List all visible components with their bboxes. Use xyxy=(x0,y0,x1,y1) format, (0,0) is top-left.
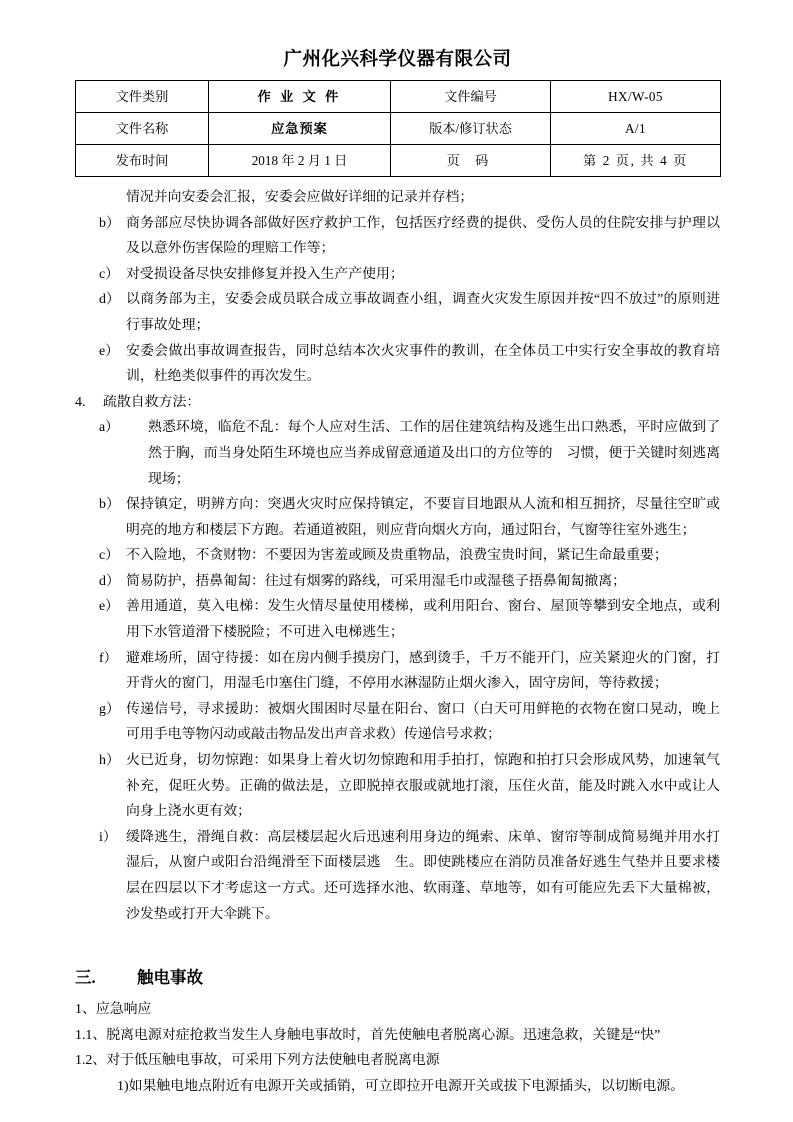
list-item-text: 善用通道，莫入电梯：发生火情尽量使用楼梯，或利用阳台、窗台、屋顶等攀到安全地点，或利用下水管道滑下楼脱险；不可进入电梯逃生； xyxy=(126,599,720,641)
section-number: 三. xyxy=(75,968,96,988)
cell-revision-label: 版本/修订状态 xyxy=(391,112,551,144)
list-item xyxy=(75,287,720,338)
list-marker: a） xyxy=(99,420,120,436)
list-item xyxy=(75,748,720,825)
list-marker: d） xyxy=(99,573,120,589)
list-item-text: 疏散自救方法： xyxy=(103,394,201,410)
document-body xyxy=(75,185,720,1100)
subsection-line: 1)如果触电地点附近有电源开关或插销，可立即拉开电源开关或拔下电源插头，以切断电源。 xyxy=(117,1078,685,1094)
list-item-text: 熟悉环境，临危不乱：每个人应对生活、工作的居住建筑结构及逃生出口熟悉，平时应做到了然于胸，而当身处陌生环境也应当养成留意通道及出口的方位等的 习惯，便于关键时刻逃离现场； xyxy=(148,420,720,487)
list-item xyxy=(75,339,720,390)
list-marker: c） xyxy=(99,266,120,282)
list-item xyxy=(75,543,720,569)
list-item xyxy=(75,594,720,645)
cell-release-date-label: 发布时间 xyxy=(76,144,209,176)
section-spacer xyxy=(75,927,720,965)
subsection-line: 1、应急响应 xyxy=(75,1002,152,1018)
section-heading-electric-shock xyxy=(75,965,720,991)
list-marker: e） xyxy=(99,343,120,359)
cell-page-label: 页 码 xyxy=(391,144,551,176)
list-item-text: 避难场所，固守待援：如在房内侧手摸房门，感到烫手，千万不能开门，应关紧迎火的门窗，打开背火的窗门，用湿毛巾塞住门缝，不停用水淋湿防止烟火渗入，固守房间，等待救援； xyxy=(126,650,720,692)
cell-doc-name-label: 文件名称 xyxy=(76,112,209,144)
list-item-text: 对受损设备尽快安排修复并投入生产产使用； xyxy=(126,266,404,282)
cell-doc-number-value: HX/W-05 xyxy=(551,80,721,112)
list-marker: g） xyxy=(99,701,120,717)
cell-revision-value: A/1 xyxy=(551,112,721,144)
document-header-table xyxy=(75,80,721,177)
section-title: 触电事故 xyxy=(137,968,203,988)
list-marker: d） xyxy=(99,292,120,308)
list-item-text: 传递信号，寻求援助：被烟火围困时尽量在阳台、窗口（白天可用鲜艳的衣物在窗口晃动，晚上可用手电等物闪动或敲击物品发出声音求救）传递信号求救； xyxy=(126,701,720,743)
cell-page-value: 第 2 页, 共 4 页 xyxy=(551,144,721,176)
subsection-line: 1.2、对于低压触电事故，可采用下列方法使触电者脱离电源 xyxy=(75,1053,440,1069)
list-item-text: 商务部应尽快协调各部做好医疗救护工作，包括医疗经费的提供、受伤人员的住院安排与护理以及以意外伤害保险的理赔工作等； xyxy=(126,215,720,257)
cell-release-date-value: 2018 年 2 月 1 日 xyxy=(209,144,391,176)
list-item xyxy=(75,697,720,748)
list-item-numbered xyxy=(75,390,720,416)
list-item xyxy=(75,415,720,492)
list-item-text: 火已近身，切勿惊跑：如果身上着火切勿惊跑和用手拍打，惊跑和拍打只会形成风势，加速氧气补充，促旺火势。正确的做法是，立即脱掉衣服或就地打滚，压住火苗，能及时跳入水中或让人向身上浇水更有效； xyxy=(126,753,720,820)
list-item-text: 安委会做出事故调查报告，同时总结本次火灾事件的教训，在全体员工中实行安全事故的教育培训，杜绝类似事件的再次发生。 xyxy=(126,343,720,385)
list-marker: f） xyxy=(99,650,118,666)
cell-doc-number-label: 文件编号 xyxy=(391,80,551,112)
list-item xyxy=(75,492,720,543)
list-marker: i） xyxy=(99,829,117,845)
list-marker: e） xyxy=(99,599,120,615)
list-marker: b） xyxy=(99,215,120,231)
table-row xyxy=(76,80,721,112)
table-row xyxy=(76,112,721,144)
list-item-text: 缓降逃生，滑绳自救：高层楼层起火后迅速利用身边的绳索、床单、窗帘等制成简易绳并用水打湿后，从窗户或阳台沿绳滑至下面楼层逃 生。即使跳楼应在消防员准备好逃生气垫并且要求楼层在四层以下才考虑这一方式。还可选择水池、软雨蓬、草地等，如有可能应先丢下大量棉被，沙发垫或打开大伞跳下。 xyxy=(126,829,720,922)
list-item xyxy=(75,262,720,288)
list-marker: 4. xyxy=(75,394,86,410)
list-marker: h） xyxy=(99,753,120,769)
paragraph-continuation: 情况并向安委会汇报，安委会应做好详细的记录并存档； xyxy=(126,189,474,205)
subsection-line: 1.1、脱离电源对症抢救当发生人身触电事故时，首先使触电者脱离心源。迅速急救，关键是“快” xyxy=(75,1027,661,1043)
list-marker: c） xyxy=(99,548,120,564)
list-marker: b） xyxy=(99,497,120,513)
list-item-text: 不入险地，不贪财物：不要因为害羞或顾及贵重物品，浪费宝贵时间，紧记生命最重要； xyxy=(126,548,668,564)
list-item xyxy=(75,211,720,262)
cell-doc-category-value: 作 业 文 件 xyxy=(209,80,391,112)
table-row xyxy=(76,144,721,176)
list-item xyxy=(75,825,720,927)
company-title: 广州化兴科学仪器有限公司 xyxy=(283,50,512,70)
list-item-text: 保持镇定，明辨方向：突遇火灾时应保持镇定，不要盲目地跟从人流和相互拥挤，尽量往空旷或明亮的地方和楼层下方跑。若通道被阻，则应背向烟火方向，通过阳台，气窗等往室外逃生； xyxy=(126,497,720,538)
cell-doc-name-value: 应急预案 xyxy=(209,112,391,144)
list-item-text: 简易防护，捂鼻匍匐：往过有烟雾的路线，可采用湿毛巾或湿毯子捂鼻匍匐撤离； xyxy=(126,573,627,589)
list-item xyxy=(75,569,720,595)
page-content xyxy=(75,48,720,1100)
list-item-text: 以商务部为主，安委会成员联合成立事故调查小组，调查火灾发生原因并按“四不放过”的原则进行事故处理； xyxy=(126,292,720,333)
cell-doc-category-label: 文件类别 xyxy=(76,80,209,112)
list-item xyxy=(75,646,720,697)
